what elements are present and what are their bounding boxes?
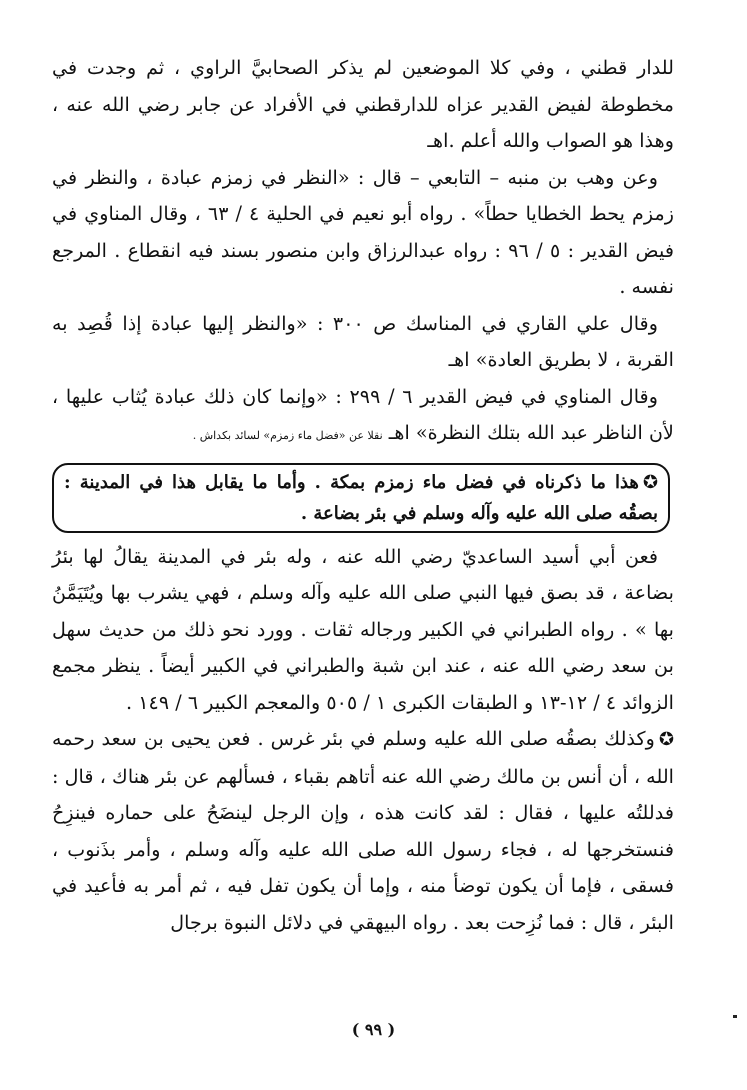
munawi-text: وقال المناوي في فيض القدير ٦ / ٢٩٩ : «وإنما كان ذلك عبادة يُثاب عليها ، لأن الناظر عبد الله بتلك النظرة» اهـ (52, 384, 674, 444)
bir-ghars-text: وكذلك بصقُه صلى الله عليه وسلم في بئر غرس . فعن يحيى بن سعد رحمه الله ، أن أنس بن مالك رضي الله عنه أتاهم بقباء ، فسألهم عن بئر هناك ، قال : فدللتُه عليها ، فقال : لقد كانت هذه ، وإن الرجل لينضَحُ على حماره فينزِحُ فنستخرجها له ، فجاء رسول الله صلى الله عليه وآله وسلم ، وأمر بذَنوب ، فسقى ، فإما أن يكون توضأ منه ، وإما أن يكون تفل فيه ، ثم أمر به فأعيد في البئر ، قال : فما نُزِحت بعد . رواه البيهقي في دلائل النبوة برجال (52, 727, 674, 934)
page-body (52, 50, 674, 941)
paragraph-ali-al-qari: وقال علي القاري في المناسك ص ٣٠٠ : «والنظر إليها عبادة إذا قُصِد به القربة ، لا بطريق العادة» اهـ (52, 311, 674, 371)
margin-mark (733, 1015, 737, 1018)
highlight-text: هذا ما ذكرناه في فضل ماء زمزم بمكة . وأما ما يقابل هذا في المدينة : بصقُه صلى الله عليه وآله وسلم في بئر بضاعة . (64, 471, 658, 524)
source-note: نقلا عن «فضل ماء زمزم» لسائد بكداش . (192, 429, 383, 442)
paragraph-munawi (52, 379, 674, 455)
paragraph-abu-usayd: فعن أبي أسيد الساعديّ رضي الله عنه ، وله بئر في المدينة يقالُ لها بئرُ بضاعة ، قد بصق فيها النبي صلى الله عليه وآله وسلم ، فهي يشرب بها ويُتَيَمَّنُ بها » . رواه الطبراني في الكبير ورجاله ثقات . وورد نحو ذلك من حديث سهل بن سعد رضي الله عنه ، عند ابن شبة والطبراني في الكبير أيضاً . ينظر مجمع الزوائد ٤ / ١٢-١٣ و الطبقات الكبرى ١ / ٥٠٥ والمعجم الكبير ٦ / ١٤٩ . (52, 544, 674, 714)
star-bullet-icon: ✪ (642, 471, 658, 493)
paragraph-dar-qutni: للدار قطني ، وفي كلا الموضعين لم يذكر الصحابيَّ الراوي ، ثم وجدت في مخطوطة لفيض القدير عزاه للدارقطني في الأفراد عن جابر رضي الله عنه ، وهذا هو الصواب والله أعلم .اهـ (52, 56, 674, 152)
highlight-box (52, 463, 670, 533)
star-bullet-icon: ✪ (658, 729, 674, 750)
paragraph-wahb-ibn-munabbih: وعن وهب بن منبه – التابعي – قال : «النظر في زمزم عبادة ، والنظر في زمزم يحط الخطايا حطاً» . رواه أبو نعيم في الحلية ٤ / ٦٣ ، وقال المناوي في فيض القدير : ٥ / ٩٦ : رواه عبدالرزاق وابن منصور بسند فيه انقطاع . المرجع نفسه . (52, 165, 675, 298)
paragraph-bir-ghars (52, 721, 674, 941)
page-number: ( ٩٩ ) (351, 1020, 396, 1039)
